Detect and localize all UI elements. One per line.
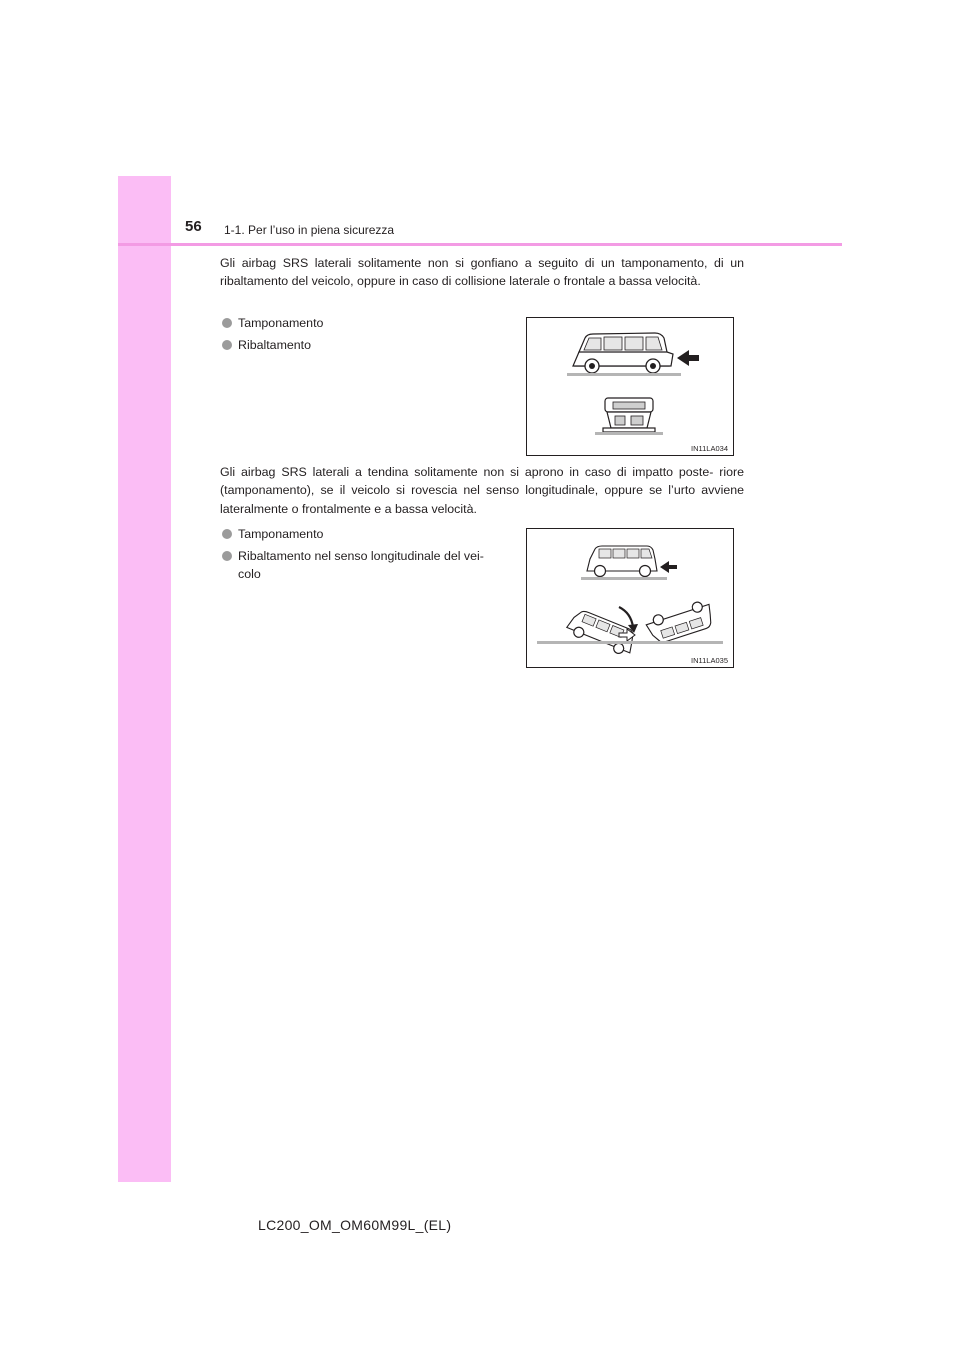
header-rule (118, 243, 842, 246)
list-item-label: Tamponamento (238, 527, 324, 541)
list-item-label: Ribaltamento (238, 338, 312, 352)
list-item (222, 336, 502, 354)
list-item-label: Ribaltamento nel senso longitudinale del vei- colo (238, 549, 484, 582)
chapter-side-band (118, 176, 171, 1182)
figure-rear-impact-rollover (526, 317, 734, 456)
page-number: 56 (185, 218, 202, 235)
figure-code: IN11LA035 (691, 656, 728, 665)
list-item (222, 525, 502, 543)
bullet-icon (222, 529, 232, 539)
paragraph-side-airbags: Gli airbag SRS laterali solitamente non si gonfiano a seguito di un tamponamento, di un ribaltamento del veicolo, oppure in caso di collisione laterale o frontale a bassa velocità. (220, 256, 744, 289)
figure-rear-impact-longitudinal-rollover (526, 528, 734, 668)
list-item-label: Tamponamento (238, 316, 324, 330)
list-item (222, 547, 502, 584)
paragraph-curtain-airbags: Gli airbag SRS laterali a tendina solitamente non si aprono in caso di impatto poste- riore (tamponamento), se il veicolo si rovescia nel senso longitudinale, oppure se l’urto avviene lateralmente o frontalmente e a bassa velocità. (220, 465, 744, 516)
bullet-icon (222, 551, 232, 561)
figure-code: IN11LA034 (691, 444, 728, 453)
section-title: 1-1. Per l’uso in piena sicurezza (224, 223, 395, 237)
bullet-icon (222, 318, 232, 328)
car-illustration-2 (527, 529, 733, 667)
list-item (222, 314, 502, 332)
bullet-icon (222, 340, 232, 350)
manual-code: LC200_OM_OM60M99L_(EL) (258, 1217, 452, 1233)
car-illustration-1 (527, 318, 733, 455)
